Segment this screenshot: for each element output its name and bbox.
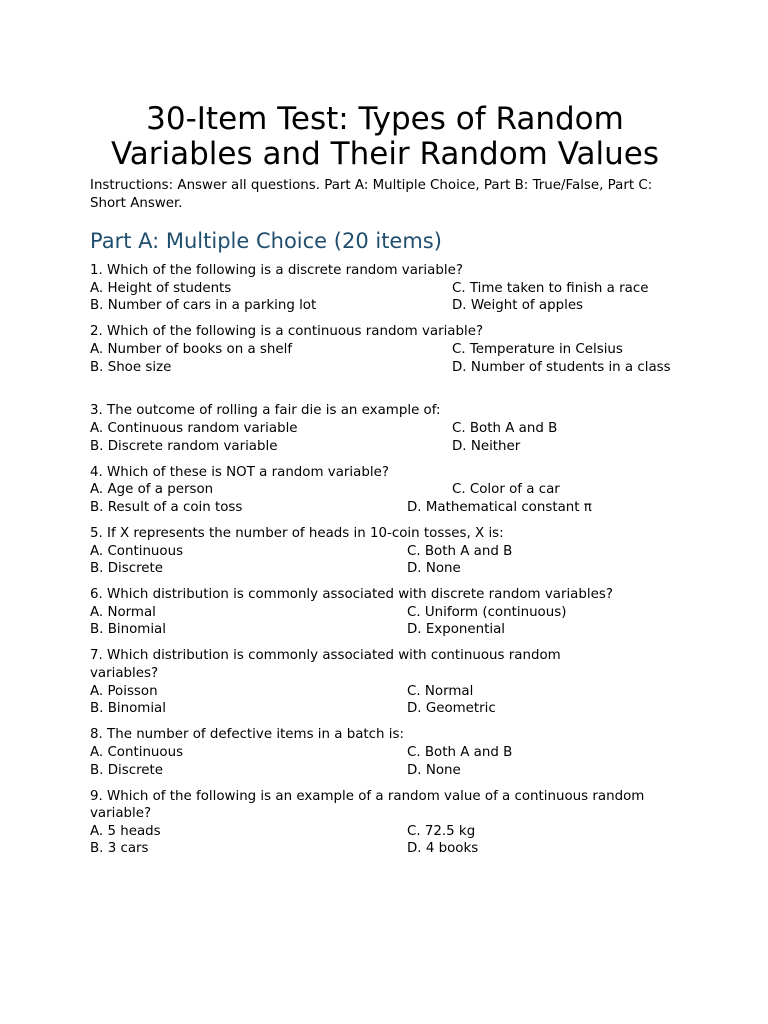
option-row xyxy=(90,683,680,701)
question-6 xyxy=(90,586,680,639)
option-row xyxy=(90,499,680,517)
part-a-heading: Part A: Multiple Choice (20 items) xyxy=(90,229,442,254)
instructions: Instructions: Answer all questions. Part A: Multiple Choice, Part B: True/False, Part C: Short Answer. xyxy=(90,178,653,211)
option-d: D. None xyxy=(407,762,461,778)
option-a: A. Number of books on a shelf xyxy=(90,342,293,358)
option-a: A. Continuous random variable xyxy=(90,420,298,436)
option-a: A. Age of a person xyxy=(90,482,214,498)
option-b: B. Result of a coin toss xyxy=(90,499,243,515)
question-text: 8. The number of defective items in a batch is: xyxy=(90,727,404,743)
option-row xyxy=(90,621,680,639)
question-text: 3. The outcome of rolling a fair die is an example of: xyxy=(90,403,441,419)
option-row xyxy=(90,420,680,438)
option-row xyxy=(90,359,680,394)
option-row xyxy=(90,762,680,780)
question-5 xyxy=(90,525,680,578)
option-c: C. Color of a car xyxy=(452,482,560,498)
question-text: 6. Which distribution is commonly associated with discrete random variables? xyxy=(90,587,613,603)
option-d: D. Mathematical constant π xyxy=(407,499,592,515)
question-7 xyxy=(90,647,680,717)
option-a: A. Poisson xyxy=(90,683,158,699)
option-b: B. Binomial xyxy=(90,622,166,638)
option-b: B. Binomial xyxy=(90,701,166,717)
question-8 xyxy=(90,726,680,779)
option-row xyxy=(90,840,680,858)
option-row xyxy=(90,700,680,718)
option-c: C. Time taken to finish a race xyxy=(452,280,649,296)
question-text: 7. Which distribution is commonly associated with continuous random variables? xyxy=(90,648,561,682)
option-a: A. Normal xyxy=(90,604,156,620)
question-text: 2. Which of the following is a continuous random variable? xyxy=(90,324,484,340)
option-c: C. Both A and B xyxy=(407,543,513,559)
question-text: 9. Which of the following is an example of a random value of a continuous random variable? xyxy=(90,788,645,822)
option-d: D. Weight of apples xyxy=(452,298,584,314)
question-4 xyxy=(90,464,680,517)
option-a: A. Continuous xyxy=(90,744,184,760)
page-title: 30-Item Test: Types of Random Variables and Their Random Values xyxy=(110,101,660,172)
question-9 xyxy=(90,788,680,858)
option-b: B. Discrete xyxy=(90,561,164,577)
option-c: C. Normal xyxy=(407,683,474,699)
option-c: C. Both A and B xyxy=(452,420,558,436)
option-d: D. Number of students in a class xyxy=(452,359,671,375)
option-row xyxy=(90,604,680,622)
question-1 xyxy=(90,262,680,315)
option-row xyxy=(90,543,680,561)
option-b: B. Discrete random variable xyxy=(90,438,278,454)
option-a: A. Continuous xyxy=(90,543,184,559)
option-d: D. Exponential xyxy=(407,622,506,638)
option-row xyxy=(90,481,680,499)
option-b: B. Shoe size xyxy=(90,359,172,375)
option-b: B. Discrete xyxy=(90,762,164,778)
option-d: D. None xyxy=(407,561,461,577)
option-c: C. 72.5 kg xyxy=(407,823,476,839)
option-row xyxy=(90,438,680,456)
option-b: B. Number of cars in a parking lot xyxy=(90,298,317,314)
question-text: 5. If X represents the number of heads in 10-coin tosses, X is: xyxy=(90,525,504,541)
test-document xyxy=(90,102,680,867)
option-c: C. Both A and B xyxy=(407,744,513,760)
option-a: A. 5 heads xyxy=(90,823,161,839)
option-row xyxy=(90,560,680,578)
question-3 xyxy=(90,402,680,455)
option-row xyxy=(90,297,680,315)
option-a: A. Height of students xyxy=(90,280,232,296)
question-text: 1. Which of the following is a discrete random variable? xyxy=(90,263,463,279)
option-row xyxy=(90,744,680,762)
question-text: 4. Which of these is NOT a random variable? xyxy=(90,464,389,480)
option-row xyxy=(90,280,680,298)
option-d: D. Geometric xyxy=(407,701,496,717)
option-b: B. 3 cars xyxy=(90,841,149,857)
option-row xyxy=(90,341,680,359)
option-d: D. 4 books xyxy=(407,841,479,857)
option-d: D. Neither xyxy=(452,438,521,454)
option-c: C. Temperature in Celsius xyxy=(452,342,623,358)
option-c: C. Uniform (continuous) xyxy=(407,604,567,620)
option-row xyxy=(90,823,680,841)
question-2 xyxy=(90,323,680,393)
